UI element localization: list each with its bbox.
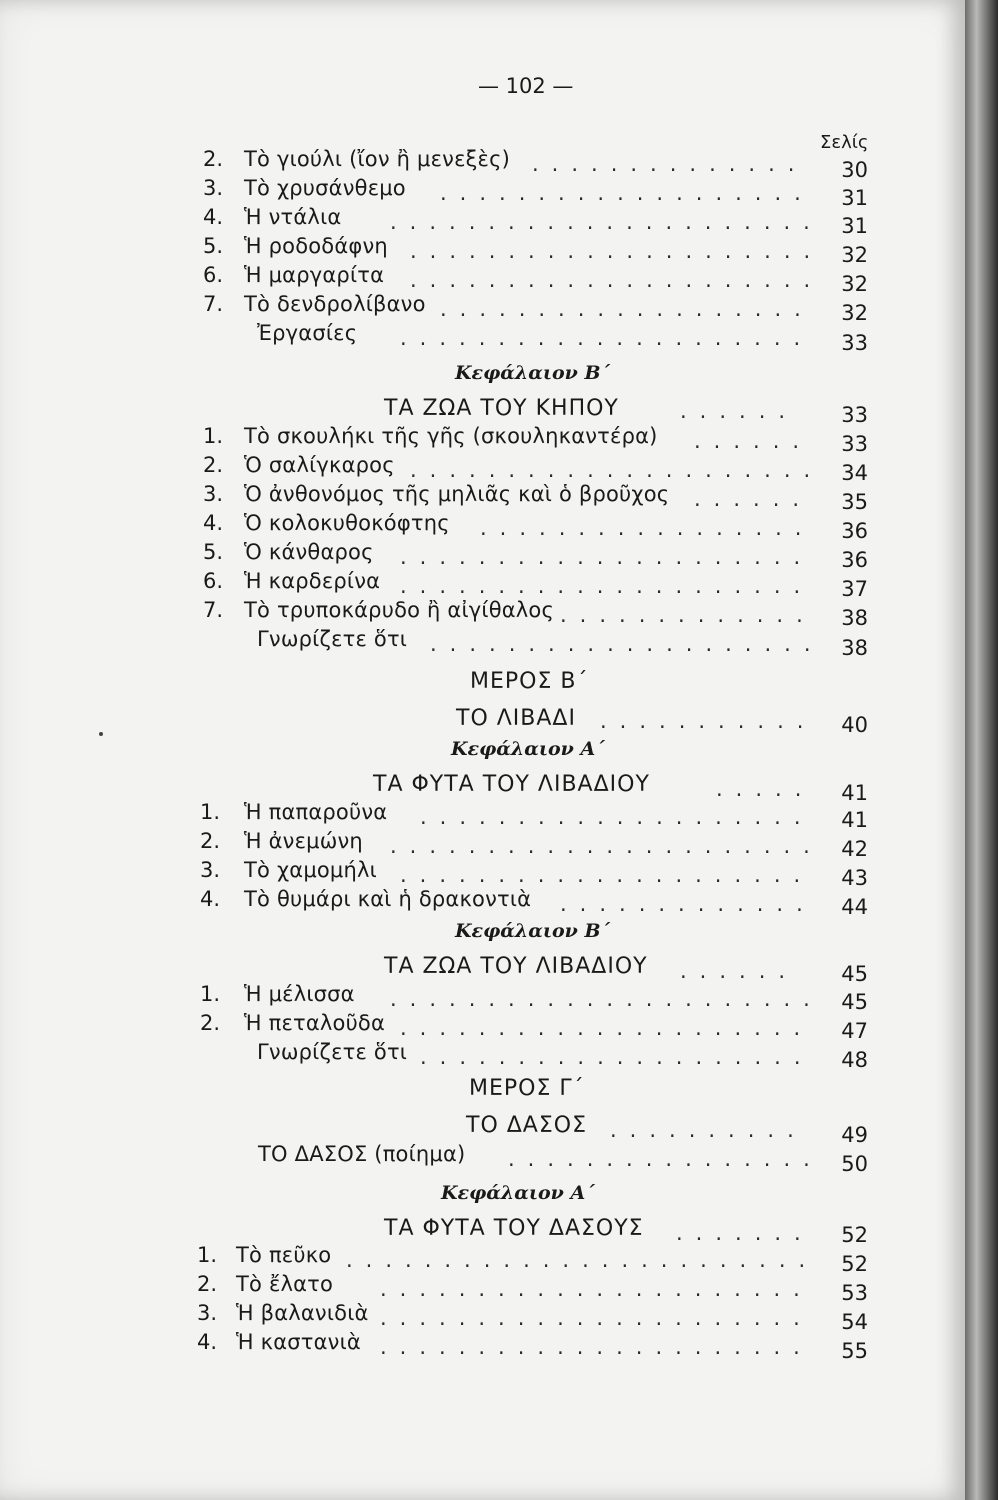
entry-page: 44 — [841, 895, 868, 919]
dot-leader: ...... — [680, 959, 799, 983]
dot-leader: ..................... — [400, 863, 814, 887]
dot-leader: ...................... — [390, 987, 823, 1011]
entry-page: 45 — [841, 962, 868, 986]
dot-leader: ..................... — [400, 326, 814, 350]
entry-title: Ἡ μέλισσα — [244, 982, 355, 1006]
part-heading: ΜΕΡΟΣ Β΄ — [470, 669, 589, 694]
entry-page: 37 — [841, 577, 868, 601]
dot-leader: .................... — [420, 1045, 814, 1069]
entry-page: 33 — [841, 432, 868, 456]
entry-page: 33 — [841, 331, 868, 355]
page-number: — 102 — — [478, 74, 574, 98]
entry-title: Τὸ χαμομήλι — [244, 858, 377, 882]
entry-page: 38 — [841, 636, 868, 660]
entry-page: 36 — [841, 519, 868, 543]
dot-leader: ............. — [560, 603, 816, 627]
entry-page: 42 — [841, 837, 868, 861]
entry-title: Ἡ μαργαρίτα — [244, 263, 385, 287]
entry-title: Τὸ χρυσάνθεμο — [244, 176, 406, 200]
entry-title: Ἡ πεταλοῦδα — [244, 1011, 386, 1035]
dot-leader: ...... — [680, 399, 799, 423]
entry-page: 52 — [841, 1223, 868, 1247]
entry-page: 33 — [841, 403, 868, 427]
entry-number: 6. — [203, 569, 224, 593]
entry-title: Γνωρίζετε ὅτι — [257, 627, 408, 651]
section-heading: ΤΟ ΔΑΣΟΣ — [466, 1113, 587, 1138]
entry-number: 4. — [197, 1330, 218, 1354]
entry-page: 30 — [841, 158, 868, 182]
entry-number: 5. — [203, 234, 224, 258]
book-binding-edge — [965, 0, 998, 1500]
entry-page: 49 — [841, 1123, 868, 1147]
entry-page: 52 — [841, 1252, 868, 1276]
dot-leader: ..................... — [410, 239, 824, 263]
entry-number: 1. — [200, 982, 221, 1006]
entry-page: 48 — [841, 1048, 868, 1072]
dot-leader: ...... — [694, 487, 813, 511]
entry-title: Τὸ δενδρολίβανο — [244, 292, 426, 316]
entry-page: 53 — [841, 1281, 868, 1305]
section-heading: ΤΑ ΖΩΑ ΤΟΥ ΚΗΠΟΥ — [384, 396, 619, 421]
entry-title: Ἡ καστανιὰ — [236, 1330, 361, 1354]
entry-number: 4. — [203, 511, 224, 535]
entry-number: 1. — [197, 1243, 218, 1267]
dot-leader: ................... — [440, 297, 814, 321]
entry-number: 2. — [203, 147, 224, 171]
dot-leader: .............. — [532, 152, 808, 176]
chapter-heading: Κεφάλαιον Α΄ — [451, 738, 605, 760]
page-column-header: Σελίς — [820, 132, 869, 153]
entry-title: Ἡ καρδερίνα — [244, 569, 381, 593]
entry-number: 3. — [203, 482, 224, 506]
entry-number: 7. — [203, 292, 224, 316]
entry-title: Τὸ θυμάρι καὶ ἡ δρακοντιὰ — [244, 887, 532, 911]
section-heading: ΤΑ ΦΥΤΑ ΤΟΥ ΛΙΒΑΔΙΟΥ — [373, 772, 650, 797]
entry-number: 3. — [200, 858, 221, 882]
entry-number: 6. — [203, 263, 224, 287]
entry-number: 2. — [200, 1011, 221, 1035]
entry-title: Ἐργασίες — [257, 321, 358, 345]
dot-leader: ..................... — [400, 545, 814, 569]
dot-leader: ...... — [694, 429, 813, 453]
entry-number: 1. — [203, 424, 224, 448]
entry-page: 36 — [841, 548, 868, 572]
entry-page: 38 — [841, 606, 868, 630]
dot-leader: ........... — [600, 709, 817, 733]
entry-title: Τὸ ἔλατο — [236, 1272, 334, 1296]
entry-number: 3. — [203, 176, 224, 200]
ink-speck — [99, 732, 103, 736]
entry-page: 31 — [841, 214, 868, 238]
chapter-heading: Κεφάλαιον Β΄ — [455, 920, 611, 942]
dot-leader: ..................... — [400, 1016, 814, 1040]
entry-page: 55 — [841, 1339, 868, 1363]
entry-page: 47 — [841, 1019, 868, 1043]
section-heading: ΤΟ ΛΙΒΑΔΙ — [456, 706, 576, 731]
entry-number: 5. — [203, 540, 224, 564]
dot-leader: ..................... — [410, 268, 824, 292]
dot-leader: ...................... — [390, 834, 823, 858]
dot-leader: ................ — [508, 1147, 823, 1171]
entry-title: Ἡ ἀνεμώνη — [244, 829, 363, 853]
dot-leader: .......... — [610, 1118, 807, 1142]
entry-title: Τὸ τρυποκάρυδο ἢ αἰγίθαλος — [244, 598, 554, 622]
entry-title: ΤΟ ΔΑΣΟΣ (ποίημα) — [258, 1142, 466, 1166]
part-heading: ΜΕΡΟΣ Γ΄ — [469, 1076, 585, 1101]
dot-leader: ...................... — [390, 210, 823, 234]
entry-title: Ἡ ντάλια — [244, 205, 342, 229]
entry-number: 4. — [200, 887, 221, 911]
dot-leader: .................... — [430, 632, 824, 656]
entry-page: 50 — [841, 1152, 868, 1176]
entry-number: 7. — [203, 598, 224, 622]
entry-page: 40 — [841, 713, 868, 737]
entry-page: 43 — [841, 866, 868, 890]
entry-page: 41 — [841, 781, 868, 805]
entry-number: 2. — [197, 1272, 218, 1296]
entry-title: Τὸ γιούλι (ἴον ἢ μενεξὲς) — [244, 147, 511, 171]
dot-leader: ..................... — [410, 458, 824, 482]
dot-leader: ...................... — [380, 1277, 813, 1301]
dot-leader: ..................... — [400, 574, 814, 598]
dot-leader: ..... — [716, 777, 815, 801]
entry-title: Ὁ ἀνθονόμος τῆς μηλιᾶς καὶ ὁ βροῦχος — [244, 482, 670, 506]
entry-page: 54 — [841, 1310, 868, 1334]
chapter-heading: Κεφάλαιον Α΄ — [441, 1182, 595, 1204]
entry-page: 31 — [841, 186, 868, 210]
entry-title: Τὸ σκουλήκι τῆς γῆς (σκουληκαντέρα) — [244, 424, 658, 448]
chapter-heading: Κεφάλαιον Β΄ — [455, 362, 611, 384]
entry-page: 32 — [841, 272, 868, 296]
entry-page: 35 — [841, 490, 868, 514]
entry-number: 2. — [203, 453, 224, 477]
section-heading: ΤΑ ΦΥΤΑ ΤΟΥ ΔΑΣΟΥΣ — [384, 1216, 644, 1241]
dot-leader: ....... — [676, 1221, 814, 1245]
entry-title: Ὁ σαλίγκαρος — [244, 453, 395, 477]
dot-leader: .................... — [420, 805, 814, 829]
dot-leader: ................... — [440, 181, 814, 205]
entry-number: 3. — [197, 1301, 218, 1325]
dot-leader: ................. — [480, 516, 815, 540]
entry-page: 45 — [841, 990, 868, 1014]
entry-page: 32 — [841, 243, 868, 267]
entry-title: Ἡ ροδοδάφνη — [244, 234, 388, 258]
entry-title: Ἡ παπαροῦνα — [244, 800, 388, 824]
entry-number: 2. — [200, 829, 221, 853]
entry-page: 41 — [841, 808, 868, 832]
entry-page: 32 — [841, 301, 868, 325]
entry-title: Ὁ κάνθαρος — [244, 540, 374, 564]
dot-leader: ...................... — [380, 1306, 813, 1330]
entry-title: Τὸ πεῦκο — [236, 1243, 332, 1267]
section-heading: ΤΑ ΖΩΑ ΤΟΥ ΛΙΒΑΔΙΟΥ — [384, 954, 648, 979]
dot-leader: ............. — [560, 892, 816, 916]
dot-leader: ........................ — [346, 1248, 819, 1272]
entry-number: 4. — [203, 205, 224, 229]
entry-title: Ὁ κολοκυθοκόφτης — [244, 511, 450, 535]
entry-title: Ἡ βαλανιδιὰ — [236, 1301, 369, 1325]
dot-leader: ...................... — [380, 1335, 813, 1359]
entry-number: 1. — [200, 800, 221, 824]
entry-page: 34 — [841, 461, 868, 485]
entry-title: Γνωρίζετε ὅτι — [257, 1040, 408, 1064]
